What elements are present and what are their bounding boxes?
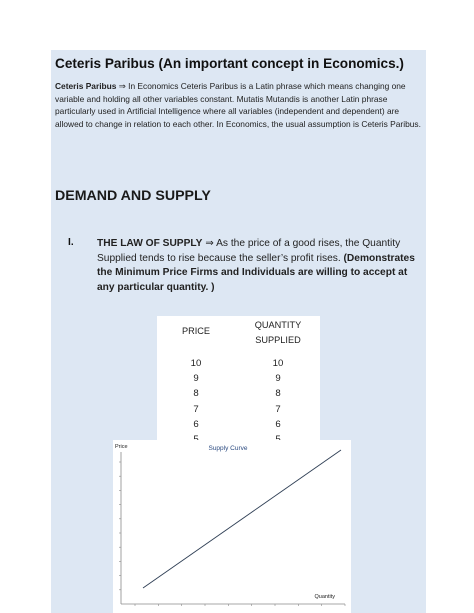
law-bold-note: (Demonstrates the Minimum Price Firms and Individuals are willing to accept at any particular quantity. ) bbox=[97, 252, 415, 293]
supply-curve-line bbox=[143, 450, 341, 588]
ceteris-paribus-term: Ceteris Paribus bbox=[55, 81, 117, 91]
price-cell: 7 bbox=[193, 403, 199, 415]
price-cell: 8 bbox=[193, 388, 199, 400]
chart-title: Supply Curve bbox=[208, 445, 248, 452]
list-numeral: I. bbox=[68, 237, 74, 248]
implies-arrow: ⇒ bbox=[116, 81, 129, 91]
supply-schedule-table bbox=[157, 316, 320, 453]
quantity-cell: 10 bbox=[272, 358, 284, 369]
ceteris-paribus-paragraph bbox=[55, 80, 425, 130]
quantity-column bbox=[239, 356, 317, 447]
x-axis-label: Quantity bbox=[314, 594, 335, 600]
quantity-cell: 8 bbox=[275, 388, 281, 400]
quantity-cell: 6 bbox=[275, 418, 281, 430]
law-body: As the price of a good rises, the Quantity Supplied tends to rise because the seller’s profit rises. bbox=[97, 238, 401, 264]
axis-ticks bbox=[119, 462, 345, 606]
quantity-header-line1: QUANTITY bbox=[254, 320, 302, 330]
supply-curve-svg bbox=[113, 440, 351, 613]
supply-curve-chart bbox=[113, 440, 351, 613]
price-cell: 6 bbox=[193, 418, 199, 430]
price-column-header: PRICE bbox=[181, 326, 211, 336]
paragraph-text: In Economics Ceteris Paribus is a Latin phrase which means changing one variable and holding all other variables constant. Mutatis Mutandis is another Latin phrase particularly used in Artificial Intelligence where all variables (independent and dependent) are allowed to change in relation to each other. In Economics, the usual assumption is Ceteris Paribus. bbox=[55, 81, 421, 129]
document-title: Ceteris Paribus (An important concept in Economics.) bbox=[55, 56, 404, 71]
quantity-header-line2: SUPPLIED bbox=[255, 334, 301, 345]
price-column bbox=[157, 356, 235, 447]
quantity-cell: 7 bbox=[275, 403, 281, 415]
quantity-cell: 9 bbox=[275, 373, 281, 385]
price-cell: 9 bbox=[193, 373, 199, 385]
law-arrow: ⇒ bbox=[202, 238, 217, 249]
law-of-supply-text bbox=[97, 237, 417, 295]
y-axis-label: Price bbox=[115, 444, 128, 450]
law-title: THE LAW OF SUPPLY bbox=[97, 238, 203, 249]
quantity-column-header bbox=[239, 318, 317, 347]
price-cell: 10 bbox=[190, 358, 202, 369]
section-heading: DEMAND AND SUPPLY bbox=[55, 188, 211, 204]
